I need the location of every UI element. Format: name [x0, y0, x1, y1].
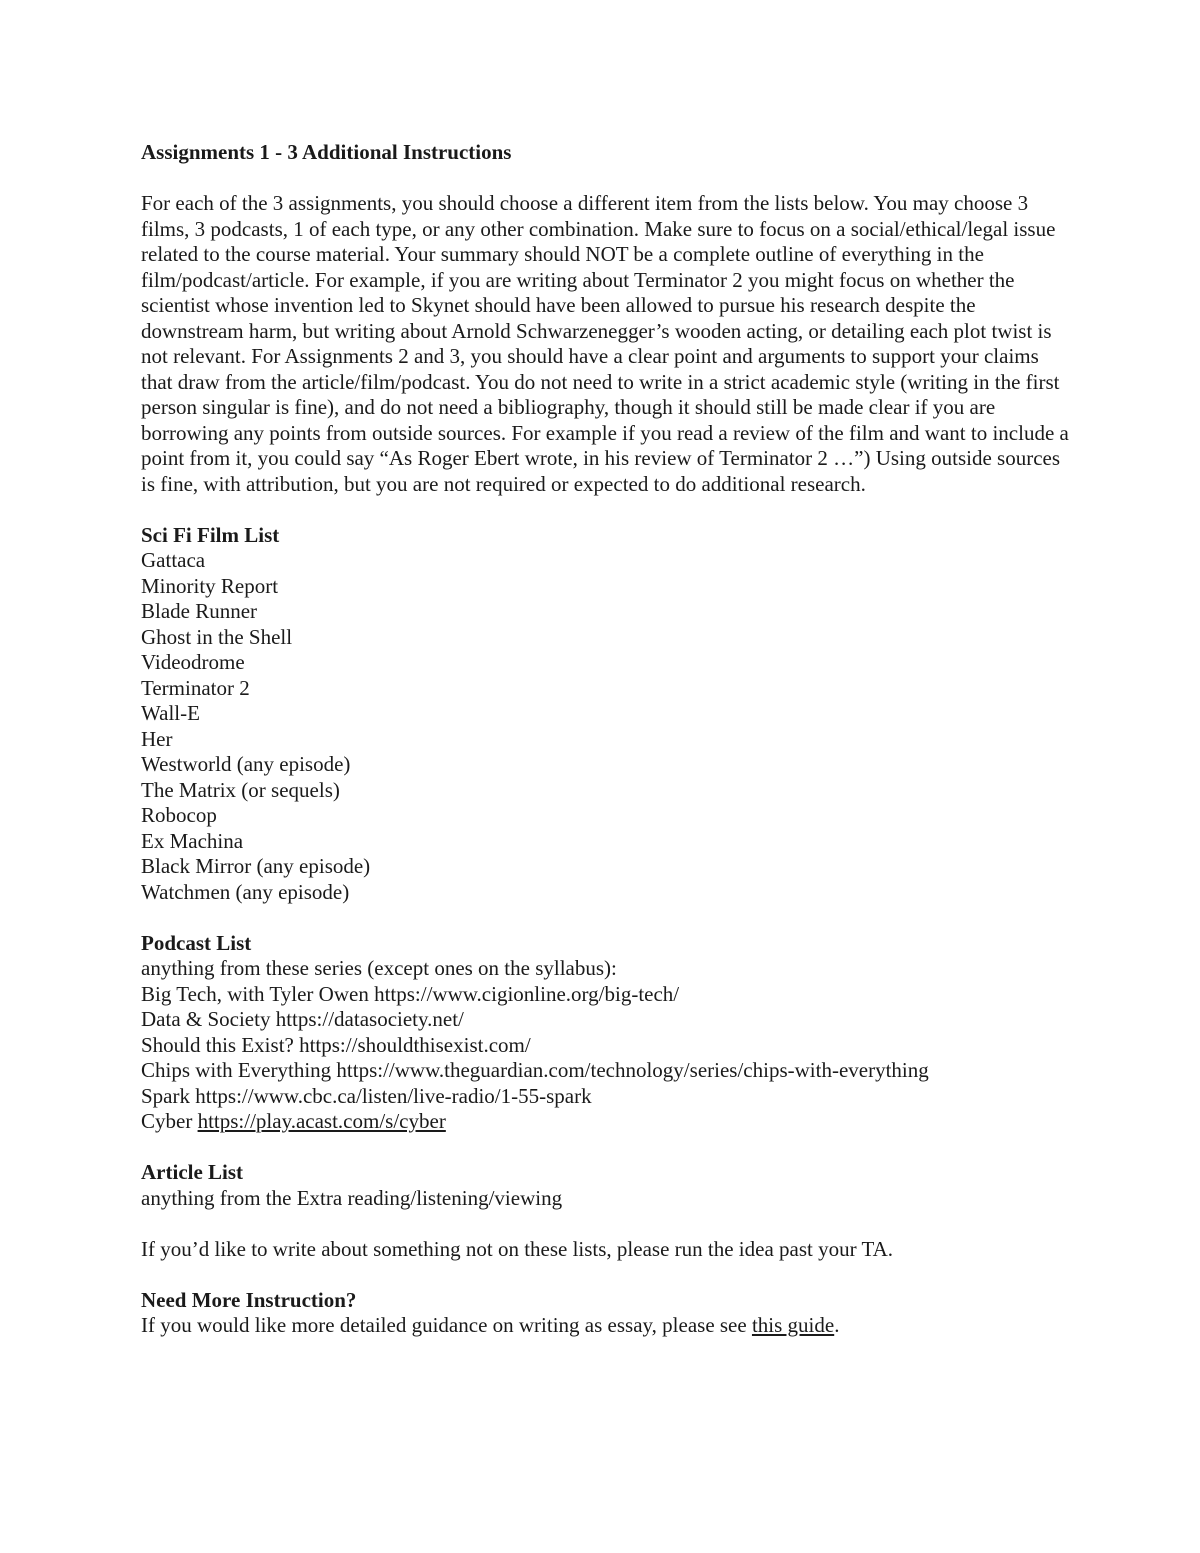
more-instruction-heading: Need More Instruction?	[141, 1287, 357, 1312]
more-instruction-prefix: If you would like more detailed guidance on writing as essay, please see	[141, 1313, 752, 1337]
ta-note: If you’d like to write about something not on these lists, please run the idea past your TA.	[141, 1236, 894, 1261]
podcast-list-intro: anything from these series (except ones on the syllabus):	[141, 956, 617, 980]
podcast-list	[141, 982, 1071, 1110]
cyber-podcast-link[interactable]: https://play.acast.com/s/cyber	[197, 1109, 446, 1133]
film-list-item: Her	[141, 726, 173, 751]
intro-paragraph: For each of the 3 assignments, you should choose a different item from the lists below. You may choose 3 films, 3 podcasts, 1 of each type, or any other combination. Make sure to focus on a social/ethical/legal issue related to the course material. Your summary should NOT be a complete outline of everything in the film/podcast/article. For example, if you are writing about Terminator 2 you might focus on whether the scientist whose invention led to Skynet should have been allowed to pursue his research despite the downstream harm, but writing about Arnold Schwarzenegger’s wooden acting, or detailing each plot twist is not relevant. For Assignments 2 and 3, you should have a clear point and arguments to support your claims that draw from the article/film/podcast. You do not need to write in a strict academic style (writing in the first person singular is fine), and do not need a bibliography, though it should still be made clear if you are borrowing any points from outside sources. For example if you read a review of the film and want to include a point from it, you could say “As Roger Ebert wrote, in his review of Terminator 2 …”) Using outside sources is fine, with attribution, but you are not required or expected to do additional research.	[141, 191, 1069, 496]
spacer	[141, 1211, 1071, 1237]
film-list-item: Ex Machina	[141, 828, 244, 853]
film-list-item: Watchmen (any episode)	[141, 879, 350, 904]
more-instruction-text	[141, 1313, 1071, 1339]
spacer	[141, 1135, 1071, 1161]
spacer	[141, 497, 1071, 523]
film-list	[141, 548, 1071, 905]
podcast-list-item: Data & Society https://datasociety.net/	[141, 1007, 464, 1031]
film-list-item: Gattaca	[141, 548, 206, 572]
spacer	[141, 1262, 1071, 1288]
film-list-item: Robocop	[141, 803, 217, 827]
podcast-list-item: Should this Exist? https://shouldthisexist.com/	[141, 1032, 531, 1057]
spacer	[141, 905, 1071, 931]
film-list-heading: Sci Fi Film List	[141, 522, 280, 547]
film-list-item: Blade Runner	[141, 599, 258, 623]
film-list-item: Terminator 2	[141, 675, 250, 700]
podcast-list-item: Spark https://www.cbc.ca/listen/live-radio/1-55-spark	[141, 1083, 592, 1108]
podcast-item-cyber	[141, 1109, 1071, 1135]
film-list-item: Westworld (any episode)	[141, 752, 351, 776]
film-list-item: Ghost in the Shell	[141, 624, 293, 649]
guide-link[interactable]: this guide	[751, 1313, 835, 1337]
podcast-item-label: Cyber	[141, 1109, 198, 1133]
film-list-item: Wall-E	[141, 701, 200, 725]
article-list-text: anything from the Extra reading/listening/viewing	[141, 1185, 563, 1210]
document-page	[141, 140, 1071, 1339]
podcast-list-heading: Podcast List	[141, 930, 252, 955]
film-list-item: Black Mirror (any episode)	[141, 854, 371, 878]
film-list-item: The Matrix (or sequels)	[141, 777, 340, 802]
film-list-item: Minority Report	[141, 573, 279, 598]
spacer	[141, 166, 1071, 192]
podcast-list-item: Big Tech, with Tyler Owen https://www.cigionline.org/big-tech/	[141, 981, 680, 1006]
article-list-heading: Article List	[141, 1160, 244, 1184]
podcast-list-item: Chips with Everything https://www.theguardian.com/technology/series/chips-with-everything	[141, 1058, 929, 1082]
film-list-item: Videodrome	[141, 650, 245, 674]
more-instruction-suffix: .	[834, 1313, 840, 1337]
document-title: Assignments 1 - 3 Additional Instructions	[141, 140, 512, 164]
